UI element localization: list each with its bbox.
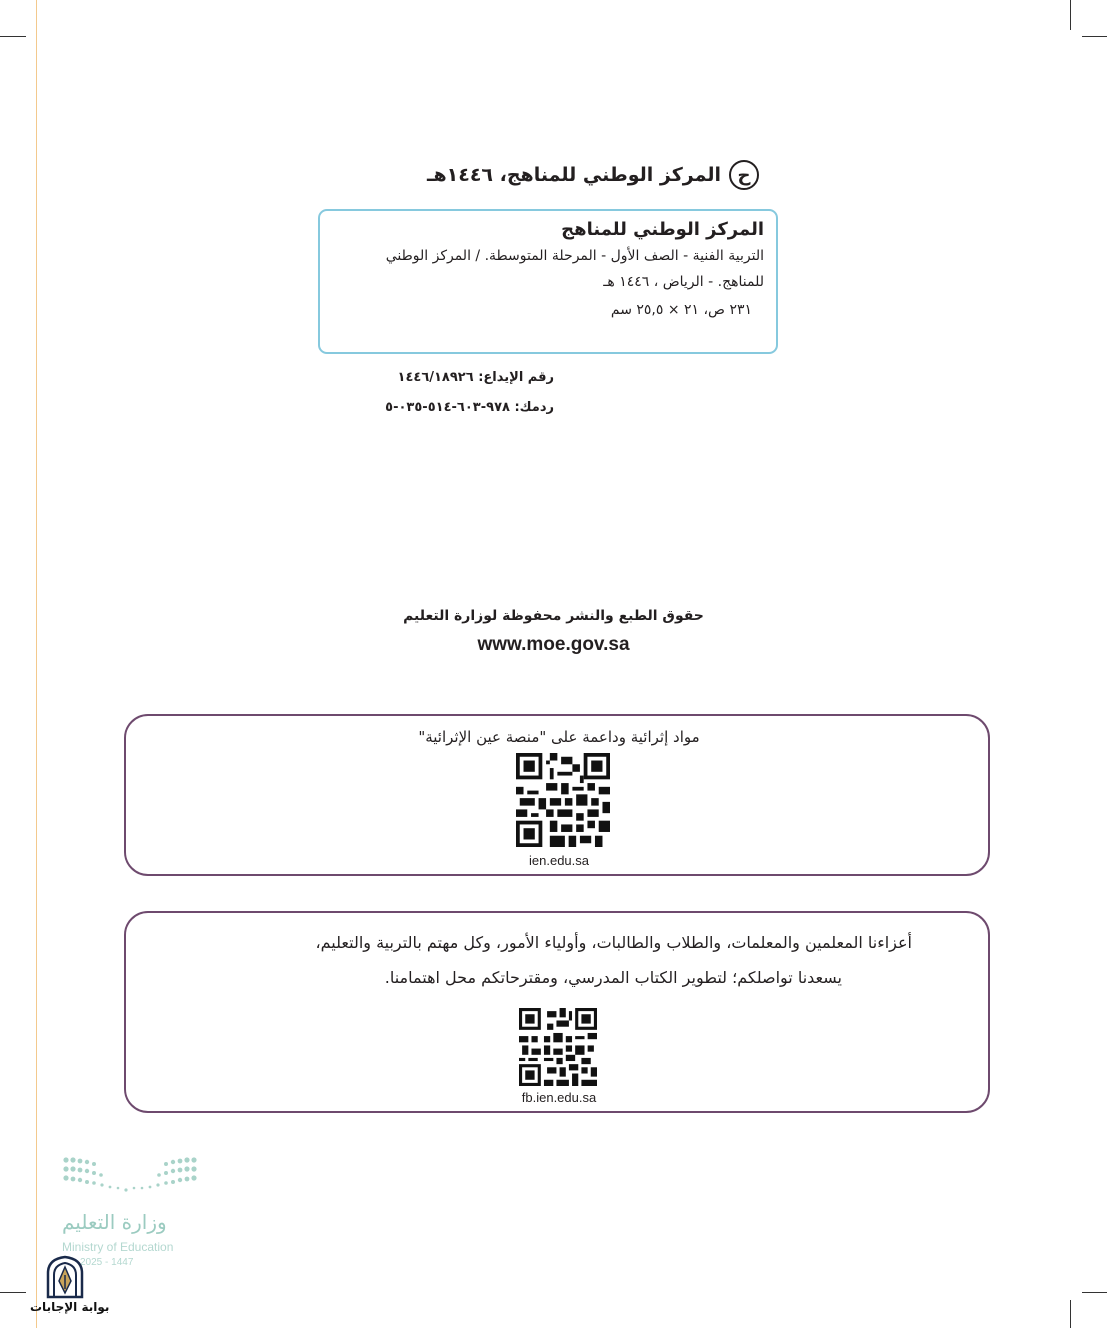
isbn-value: ٩٧٨-٦٠٣-٥١٤-٠٣٥-٥: [385, 400, 510, 415]
crop-mark: [1082, 36, 1107, 37]
catalog-line-2: للمناهج. - الرياض ، ١٤٤٦ هـ: [603, 274, 764, 290]
ministry-year: 2025 - 1447: [80, 1257, 134, 1268]
deposit-number: [398, 370, 554, 385]
portal-logo-icon: [44, 1255, 86, 1299]
enrichment-qr-caption[interactable]: ien.edu.sa: [529, 853, 589, 868]
ministry-url[interactable]: www.moe.gov.sa: [477, 634, 630, 655]
deposit-value: ١٤٤٦/١٨٩٢٦: [397, 370, 474, 385]
crop-mark: [1070, 0, 1071, 30]
crop-mark: [0, 36, 26, 37]
ministry-name-ar: وزارة التعليم: [62, 1210, 167, 1234]
feedback-line-1: أعزاءنا المعلمين والمعلمات، والطلاب والطالبات، وأولياء الأمور، وكل مهتم بالتربية والتعليم،: [315, 933, 912, 952]
feedback-line-2: يسعدنا تواصلكم؛ لتطوير الكتاب المدرسي، ومقترحاتكم محل اهتمامنا.: [384, 968, 842, 987]
qr-code-icon[interactable]: [519, 1008, 597, 1086]
isbn-label: ردمك:: [514, 400, 554, 415]
catalog-line-3: ٢٣١ ص، ٢١ × ٢٥,٥ سم: [610, 302, 752, 318]
feedback-qr-caption[interactable]: fb.ien.edu.sa: [521, 1090, 597, 1105]
qr-code-icon[interactable]: [516, 753, 610, 847]
catalog-line-1: التربية الفنية - الصف الأول - المرحلة المتوسطة. / المركز الوطني: [385, 248, 764, 264]
catalog-card: [318, 209, 778, 354]
copyright-heading: [339, 160, 759, 190]
crop-mark: [0, 1292, 26, 1293]
crop-mark: [1082, 1292, 1107, 1293]
catalog-title: المركز الوطني للمناهج: [561, 219, 764, 240]
copyright-symbol: ح: [729, 160, 759, 190]
enrichment-text: مواد إثرائية وداعمة على "منصة عين الإثرائية": [418, 728, 700, 746]
isbn-number: [385, 400, 554, 415]
feedback-box: [124, 911, 990, 1113]
crop-mark: [1070, 1300, 1071, 1328]
rights-statement: حقوق الطبع والنشر محفوظة لوزارة التعليم: [403, 608, 704, 624]
copyright-title: المركز الوطني للمناهج، ١٤٤٦هـ: [426, 164, 721, 186]
ministry-name-en: Ministry of Education: [62, 1240, 174, 1254]
ministry-logo-dots-icon: [62, 1155, 198, 1197]
portal-label: بوابة الإجابات: [30, 1300, 110, 1314]
page-margin-line: [36, 0, 37, 1328]
deposit-label: رقم الإيداع:: [478, 370, 554, 385]
enrichment-box: [124, 714, 990, 876]
